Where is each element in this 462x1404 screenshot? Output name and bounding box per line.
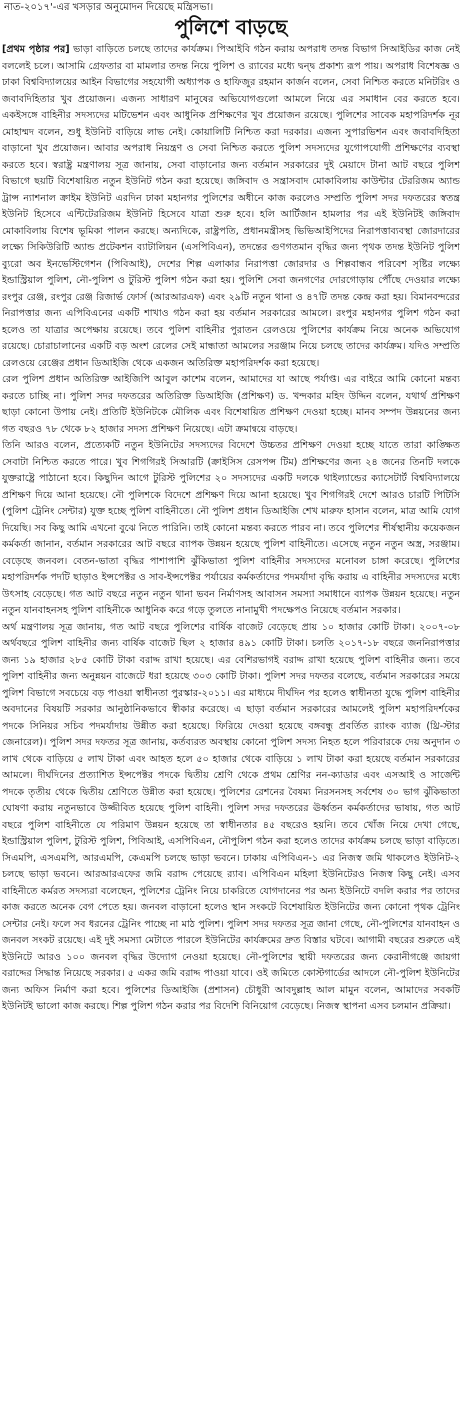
article-body (2, 42, 460, 1402)
article-paragraph (2, 42, 460, 372)
article-paragraph: তিনি আরও বলেন, প্রত্যেকটি নতুন ইউনিটের সদস্যদের বিদেশে উচ্চতর প্রশিক্ষণ দেওয়া হচ্ছে যাতে তারা কাঙ্ক্ষিত সেবাটা নিশ্চিত করতে পারে। খুব শিগগিরই সিআরটি (ক্রাইসিস রেসপন্স টিম) প্রশিক্ষণের জন্য ২৪ জনের তিনটি দলকে যুক্তরাষ্ট্রে পাঠানো হবে। কিছুদিন আগে টুরিস্ট পুলিশের ২০ সদস্যদের একটি দলকে থাইল্যান্ডের ক্যাসেটার্ট বিশ্ববিদ্যালয়ে প্রশিক্ষণ দিয়ে আনা হয়েছে। নৌ পুলিশকে বিদেশে প্রশিক্ষণ দিয়ে আনা হয়েছে। খুব শিগগিরই দেশে আরও চারটি পিটিসি (পুলিশ ট্রেনিং সেন্টার) যুক্ত হচ্ছে পুলিশ বাহিনীতে। নৌ পুলিশ প্রধান ডিআইজি শেখ মারুফ হাসান বলেন, মাত্র আমি যোগ দিয়েছি। সব কিছু আমি এখনো বুঝে নিতে পারিনি। তাই কোনো মন্তব্য করতে পারব না। তবে পুলিশের শীর্ষস্থানীয় কয়েকজন কর্মকর্তা জানান, বর্তমান সরকারের আট বছরে ব্যাপক উন্নয়ন হয়েছে পুলিশ বাহিনীতে। এসেছে নতুন নতুন অস্ত্র, সরঞ্জাম। বেড়েছে জনবল। বেতন-ভাতা বৃদ্ধির পাশাপাশি ঝুঁকিভাতা পুলিশ বাহিনীর সদস্যদের মনোবল চাঙ্গা করেছে। পুলিশের মহাপরিদর্শক পদটি ছাড়াও ইন্সপেক্টর ও সাব-ইন্সপেক্টর পর্যায়ের কর্মকর্তাদের পদমর্যাদা বৃদ্ধি করায় এ বাহিনীর সদস্যদের মধ্যে উৎসাহ বেড়েছে। গত আট বছরে নতুন নতুন থানা ভবন নির্মাণসহ আবাসন সমস্যা সমাধানে ব্যাপক উন্নয়ন হয়েছে। নতুন নতুন যানবাহনসহ পুলিশ বাহিনীকে আধুনিক করে গড়ে তুলতে নানামুখী পদক্ষেপও নিয়েছে বর্তমান সরকার। (2, 440, 460, 616)
article-paragraph: অর্থ মন্ত্রণালয় সূত্র জানায়, গত আট বছরে পুলিশের বার্ষিক বাজেট বেড়েছে প্রায় ১০ হাজার কোটি টাকা। ২০০৭-০৮ অর্থবছরে পুলিশ বাহিনীর জন্য বার্ষিক বাজেট ছিল ২ হাজার ৪৯১ কোটি টাকা। চলতি ২০১৭-১৮ বছরে জননিরাপত্তার জন্য ১৯ হাজার ২৮৫ কোটি টাকা বরাদ্দ রাখা হয়েছে। এর বেশিরভাগই বরাদ্দ রাখা হয়েছে পুলিশ বাহিনীর জন্য। তবে পুলিশ বাহিনীর জন্য অনুন্নয়ন বাজেটে ধরা হয়েছে ৩০৩ কোটি টাকা। পুলিশ সদর দফতর বলেছে, বর্তমান সরকারের সময়ে পুলিশ বিভাগে সবচেয়ে বড় পাওয়া স্বাধীনতা পুরস্কার-২০১১। এর মাধ্যমে দীর্ঘদিন পর হলেও স্বাধীনতা যুদ্ধে পুলিশ বাহিনীর অবদানের বিষয়টি সরকার আনুষ্ঠানিকভাবে স্বীকার করেছে। এ ছাড়া বর্তমান সরকারের আমলেই পুলিশ মহাপরিদর্শকের পদকে সিনিয়র সচিব পদমর্যাদায় উন্নীত করা হয়েছে। ফিরিয়ে দেওয়া হয়েছে বঙ্গবন্ধু প্রবর্তিত র‌্যাংক ব্যাজ (থ্রি-স্টার জেনারেল)। পুলিশ সদর দফতর সূত্র জানায়, কর্তব্যরত অবস্থায় কোনো পুলিশ সদস্য নিহত হলে পরিবারকে দেয় অনুদান ৩ লাখ থেকে বাড়িয়ে ৫ লাখ টাকা এবং আহত হলে ৫০ হাজার থেকে বাড়িয়ে ১ লাখ টাকা করা হয়েছে বর্তমান সরকারের আমলে। দীর্ঘদিনের প্রত্যাশিত ইন্সপেক্টর পদকে দ্বিতীয় শ্রেণি থেকে প্রথম শ্রেণির নন-ক্যাডার এবং এসআই ও সার্জেন্ট পদকে তৃতীয় থেকে দ্বিতীয় শ্রেণিতে উন্নীত করা হয়েছে। পুলিশের রেশনের বৈষম্য নিরসনসহ সর্বশেষ ৩০ ভাগ ঝুঁকিভাতা ঘোষণা করায় নতুনভাবে উজ্জীবিত হয়েছে পুলিশ বাহিনী। পুলিশ সদর দফতরের ঊর্ধ্বতন কর্মকর্তাদের ভাষায়, গত আট বছরে পুলিশ বাহিনীতে যে পরিমাণ উন্নয়ন হয়েছে তা স্বাধীনতার ৪৫ বছরেও হয়নি। তবে খোঁজ নিয়ে দেখা গেছে, ইন্ডাস্ট্রিয়াল পুলিশ, টুরিস্ট পুলিশ, পিবিআই, এসপিবিএন, নৌপুলিশ গঠন করা হলেও তাদের কার্যক্রম চলছে ভাড়া বাড়িতে। সিএমপি, এসএমপি, আরএমপি, কেএমপি চলছে ভাড়া ভবনে। ঢাকায় এপিবিএন-১ এর নিজস্ব জমি থাকলেও ইউনিট-২ চলছে ভাড়া ভবনে। আরআরএফের জমি বরাদ্দ পেয়েছে র‌্যাব। এপিবিএন মহিলা ইউনিটেরও নিজস্ব কিছু নেই। এসব বাহিনীতে কর্মরত সদস্যরা বলেছেন, পুলিশের ট্রেনিং নিয়ে চাকরিতে যোগদানের পর অন্য ইউনিটে বদলি করার পর তাদের কাজ করতে অনেক বেগ পেতে হয়। জনবল বাড়ানো হলেও স্থান সংকটে বিশেষায়িত ইউনিটের জন্য কোনো পৃথক ট্রেনিং সেন্টার নেই। ফলে সব ধরনের ট্রেনিং পাচ্ছে না মাঠ পুলিশ। পুলিশ সদর দফতর সূত্র জানা গেছে, নৌ-পুলিশের যানবাহন ও জনবল সংকট রয়েছে। এই দুই সমস্যা মেটাতে পারলে ইউনিটের কার্যক্রমের দ্রুত বিস্তার ঘটবে। আগামী বছরের শুরুতে এই ইউনিটে আরও ১০০ জনবল বৃদ্ধির উদ্যোগ নেওয়া হয়েছে। নৌ-পুলিশের স্থায়ী দফতরের জন্য কেরানীগঞ্জে জায়গা বরাদ্দের সিদ্ধান্ত নিয়েছে সরকার। ৫ একর জমি বরাদ্দ পাওয়া যাবে। ওই জমিতে কোস্টগার্ডের আদলে নৌ-পুলিশ ইউনিটের জন্য অফিস নির্মাণ করা হবে। পুলিশের ডিআইজি (প্রশাসন) চৌধুরী আবদুল্লাহ আল মামুন বলেন, আমাদের সবকটি ইউনিটই ভালো কাজ করছে। শিল্প পুলিশ গঠন করার পর বিদেশি বিনিয়োগ বেড়েছে। নিজস্ব স্থাপনা এসব চলমান প্রক্রিয়া। (2, 621, 460, 1012)
paragraph-text: ভাড়া বাড়িতে চলছে তাদের কার্যক্রম। পিআইবি গঠন করায় অপরাধ তদন্ত বিভাগ সিআইডির কাজ নেই বললেই চলে। আসামি গ্রেফতার বা মামলার তদন্ত নিয়ে পুলিশ ও র‌্যাবের মধ্যে দ্বন্দ্ব প্রকাশ্য রূপ পায়। অপরাধ বিশেষজ্ঞ ও ঢাকা বিশ্ববিদ্যালয়ের আইন বিভাগের সহযোগী অধ্যাপক ও হাফিজুর রহমান কার্জন বলেন, সেবা নিশ্চিত করতে মনিটরিং ও জবাবদিহিতার খুব প্রয়োজন। এজন্য সাধারণ মানুষের অভিযোগগুলো আমলে নিয়ে এর সমাধান বের করতে হবে। একইসঙ্গে বাহিনীর সদস্যদের মটিভেশন এবং আধুনিক প্রশিক্ষণের খুব প্রয়োজন রয়েছে। পুলিশের সাবেক মহাপরিদর্শক নূর মোহাম্মদ বলেন, শুধু ইউনিট বাড়িয়ে লাভ নেই। কোয়ালিটি নিশ্চিত করা দরকার। এজন্য সুপারভিশন এবং জবাবদিহিতা বাড়ানো খুব প্রয়োজন। আবার অপরাধ নিয়ন্ত্রণ ও সেবা নিশ্চিত করতে পুলিশ সদস্যদের যুগোপযোগী প্রশিক্ষণের ব্যবস্থা করতে হবে। স্বরাষ্ট্র মন্ত্রণালয় সূত্র জানায়, সেবা বাড়ানোর জন্য বর্তমান সরকারের দুই মেয়াদে টানা আট বছরে পুলিশ বিভাগে ছয়টি বিশেষায়িত নতুন ইউনিট গঠন করা হয়েছে। জঙ্গিবাদ ও সন্ত্রাসবাদ মোকাবিলায় কাউন্টার টেররিজম অ্যান্ড ট্রান্স ন্যাশনাল ক্রাইম ইউনিট এরদিন ঢাকা মহানগর পুলিশের অধীনে কাজ করলেও সম্প্রতি পুলিশ সদর দফতরের স্বতন্ত্র ইউনিট হিসেবে এন্টিটেররিজম ইউনিট হিসেবে যাত্রা শুরু হবে। হলি আর্টিজান হামলার পর এই ইউনিটই জঙ্গিবাদ মোকাবিলায় বিশেষ ভূমিকা পালন করছে। অন্যদিকে, রাষ্ট্রপতি, প্রধানমন্ত্রীসহ ভিভিআইপিদের নিরাপত্তাব্যবস্থা জোরদারের লক্ষ্যে সিকিউরিটি অ্যান্ড প্রটেকশন ব্যাটালিয়ন (এসপিবিএন), তদন্তের গুণগতমান বৃদ্ধির জন্য পৃথক তদন্ত ইউনিট পুলিশ ব্যুরো অব ইনভেস্টিগেশন (পিবিআই), দেশের শিল্প এলাকার নিরাপত্তা জোরদার ও শিল্পবান্ধব পরিবেশ সৃষ্টির লক্ষ্যে ইন্ডাস্ট্রিয়াল পুলিশ, নৌ-পুলিশ ও টুরিস্ট পুলিশ গঠন করা হয়। পুলিশি সেবা জনগণের দোরগোড়ায় পৌঁছে দেওয়ার লক্ষ্যে রংপুর রেঞ্জ, রংপুর রেঞ্জ রিজার্ভ ফোর্স (আরআরএফ) এবং ২৯টি নতুন থানা ও ৪৭টি তদন্ত কেন্দ্র করা হয়। বিমানবন্দরের নিরাপত্তার জন্য এপিবিএনের একটি শাখাও গঠন করা হয় বর্তমান সরকারের আমলে। রংপুর মহানগর পুলিশ গঠন করা হলেও তা যাত্রার অপেক্ষায় রয়েছে। তবে পুলিশ বাহিনীর পুরাতন রেলওয়ে পুলিশের কার্যক্রম নিয়ে অনেক অভিযোগ রয়েছে। চোরাচালানের একটি বড় অংশ রেলের সেই মান্ধাতা আমলের সরঞ্জাম নিয়ে চলছে তাদের কার্যক্রম। যদিও সম্প্রতি রেলওয়ে রেঞ্জের প্রধান ডিআইজি থেকে একজন অতিরিক্ত মহাপরিদর্শক করা হয়েছে। (2, 44, 460, 369)
continuation-tag: [প্রথম পৃষ্ঠার পর] (2, 44, 70, 55)
continued-text-line: নাত-২০১৭'-এর খসড়ার অনুমোদন দিয়েছে মন্ত্রিসভা। (4, 2, 214, 13)
article-headline: পুলিশে বাড়ছে (174, 15, 288, 39)
article-paragraph: রেল পুলিশ প্রধান অতিরিক্ত আইজিপি আবুল কাশেম বলেন, আমাদের যা আছে পর্যাপ্ত। এর বাইরে আমি কোনো মন্তব্য করতে চাচ্ছি না। পুলিশ সদর দফতরের অতিরিক্ত ডিআইজি (প্রশিক্ষণ) ড. খন্দকার মহিদ উদ্দিন বলেন, যথার্থ প্রশিক্ষণ ছাড়া কোনো উপায় নেই। প্রতিটি ইউনিটকে মৌলিক এবং বিশেষায়িত প্রশিক্ষণ দেওয়া হচ্ছে। মানব সম্পদ উন্নয়নের জন্য গত বছরও ৭৮ থেকে ৮২ হাজার সদস্য প্রশিক্ষণ নিয়েছে। এটা ক্রমান্বয়ে বাড়ছে। (2, 374, 460, 435)
